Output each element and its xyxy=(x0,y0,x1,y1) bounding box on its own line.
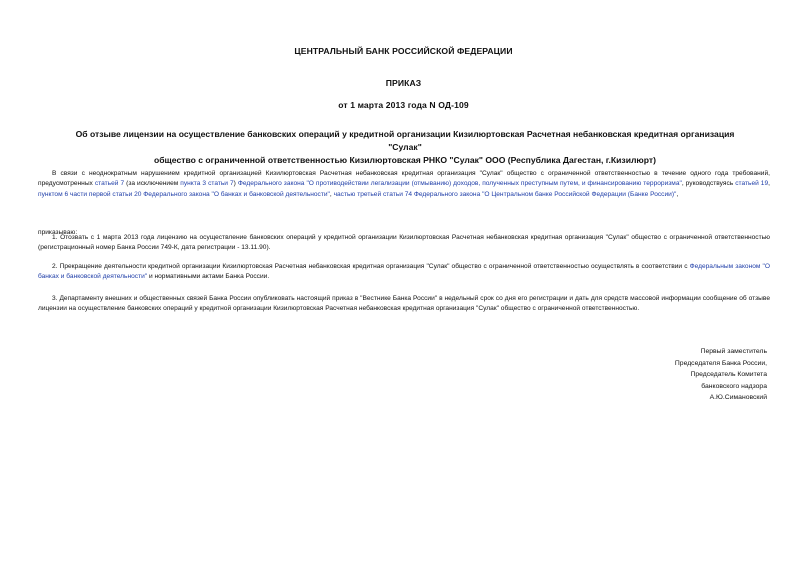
item-1-text: 1. Отозвать с 1 марта 2013 года лицензию на осуществление банковских операций у кредитной организации Кизилюртовская Расчетная небанковская кредитная организация "Сулак" общество с ограниченной ответственностью (регистрационный номер Банка России 749-К, дата регистрации - 13.11.90). xyxy=(38,234,770,252)
intro-text-6: , xyxy=(329,190,334,198)
order-heading: ПРИКАЗ xyxy=(385,78,422,88)
decree-word: приказываю: xyxy=(38,229,78,236)
signatory-name: А.Ю.Симановский xyxy=(709,394,767,402)
intro-paragraph xyxy=(38,169,770,200)
link-aml-law[interactable]: Федерального закона "О противодействии легализации (отмыванию) доходов, полученных преступным путем, и финансированию терроризма" xyxy=(237,180,682,188)
link-banking-law[interactable]: Федеральным законом "О банках и банковской деятельности" xyxy=(38,263,770,281)
item-2 xyxy=(38,262,770,283)
signature-line: банковского надзора xyxy=(701,382,767,390)
item-2-text-2: и нормативными актами Банка России. xyxy=(147,273,270,281)
link-article-7[interactable]: статьей 7 xyxy=(94,180,125,188)
item-2-text-1: 2. Прекращение деятельности кредитной организации Кизилюртовская Расчетная небанковская кредитная организация "Сулак" общество с ограниченной ответственностью осуществлять в соответствии с xyxy=(52,263,690,270)
title-line-1: Об отзыве лицензии на осуществление банковских операций у кредитной организации Кизилюртовская Расчетная небанковская кредитная организация "Сулак" xyxy=(75,129,735,152)
intro-text-3: ) xyxy=(233,180,238,188)
document-title xyxy=(60,128,750,167)
intro-text-7: , xyxy=(676,190,679,198)
link-article-7-point-3[interactable]: пункта 3 статьи 7 xyxy=(180,180,234,188)
intro-text-5: , xyxy=(768,180,770,188)
intro-text-2: (за исключением xyxy=(124,180,181,188)
order-date: от 1 марта 2013 года N ОД-109 xyxy=(338,100,469,110)
item-1 xyxy=(38,233,770,254)
item-3 xyxy=(38,294,770,315)
intro-text-4: , руководствуясь xyxy=(681,180,736,188)
link-banking-law-article-20[interactable]: пунктом 6 части первой статьи 20 Федерального закона "О банках и банковской деятельности" xyxy=(38,190,330,198)
signature-block xyxy=(567,346,767,404)
title-line-2: общество с ограниченной ответственностью Кизилюртовская РНКО "Сулак" ООО (Республика Дагестан, г.Кизилюрт) xyxy=(154,155,656,165)
signature-line: Председатель Комитета xyxy=(690,371,767,379)
signature-line: Первый заместитель xyxy=(700,348,767,355)
item-3-text: 3. Департаменту внешних и общественных связей Банка России опубликовать настоящий приказ в "Вестнике Банка России" в недельный срок со дня его регистрации и дать для средств массовой информации сообщение об отзыве лицензии на осуществление банковских операций у кредитной организации Кизилюртовская Расчетная небанковская кредитная организация "Сулак" общество с ограниченной ответственностью. xyxy=(38,295,770,313)
link-central-bank-law-article-74[interactable]: частью третьей статьи 74 Федерального закона "О Центральном банке Российской Федерации (Банке России)" xyxy=(333,190,677,198)
bank-name-heading: ЦЕНТРАЛЬНЫЙ БАНК РОССИЙСКОЙ ФЕДЕРАЦИИ xyxy=(294,46,513,56)
signature-line: Председателя Банка России, xyxy=(674,359,767,367)
intro-text-1: В связи с неоднократным нарушением кредитной организацией Кизилюртовская Расчетная небанковская кредитная организация "Сулак" общество с ограниченной ответственностью в течение одного года требований, предусмотренных xyxy=(38,170,770,188)
link-article-19[interactable]: статьей 19 xyxy=(735,180,769,188)
